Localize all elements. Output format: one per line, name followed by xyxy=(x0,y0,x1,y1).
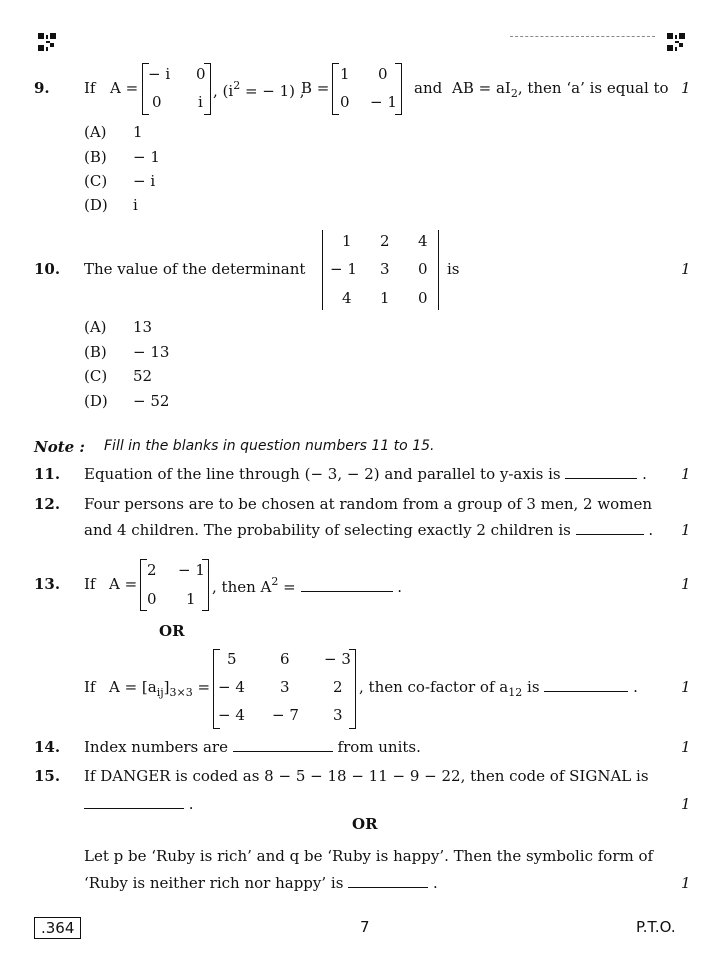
superscript: 2 xyxy=(271,575,279,588)
marks: 1 xyxy=(681,678,691,696)
matrix-cell: 5 xyxy=(227,650,237,668)
marks: 1 xyxy=(681,465,691,483)
det-cell: 1 xyxy=(380,289,390,307)
matrix-cell: − 7 xyxy=(272,706,299,724)
subscript: 3×3 xyxy=(169,686,193,699)
period: . xyxy=(642,465,647,483)
option-label: (D) xyxy=(84,196,108,214)
marks: 1 xyxy=(681,79,691,97)
option-value: 52 xyxy=(133,367,153,385)
det-cell: 0 xyxy=(418,260,428,278)
matrix-cell: 0 xyxy=(378,65,388,83)
page-number: 7 xyxy=(360,918,370,936)
option-value: 1 xyxy=(133,123,143,141)
matrix-bracket xyxy=(395,63,402,115)
bracket-close: ] xyxy=(163,678,170,696)
q9-a-label: A = xyxy=(110,79,139,97)
answer-blank[interactable] xyxy=(544,678,628,692)
matrix-cell: − 4 xyxy=(218,706,245,724)
option-value: − 1 xyxy=(133,148,160,166)
option-value: − 13 xyxy=(133,343,170,361)
determinant-bar xyxy=(438,230,439,310)
q13-alt-then: , then co-factor of xyxy=(359,678,495,696)
q9-ab: AB = aI xyxy=(452,79,511,97)
question-number: 11. xyxy=(34,465,61,483)
det-cell: − 1 xyxy=(330,260,357,278)
q13-if: If xyxy=(84,575,96,593)
matrix-bracket xyxy=(349,649,356,729)
matrix-cell: 0 xyxy=(340,93,350,111)
matrix-cell: 0 xyxy=(196,65,206,83)
marks: 1 xyxy=(681,575,691,593)
q9-condition-end: = − 1) , xyxy=(244,82,305,100)
answer-blank[interactable] xyxy=(348,874,428,888)
marks: 1 xyxy=(681,795,691,813)
matrix-cell: i xyxy=(198,93,203,111)
det-cell: 3 xyxy=(380,260,390,278)
matrix-bracket xyxy=(202,559,209,611)
option-label: (A) xyxy=(84,318,107,336)
note-text: Fill in the blanks in question numbers 11 to 15. xyxy=(104,438,435,454)
answer-blank[interactable] xyxy=(233,738,333,752)
question-number: 15. xyxy=(34,767,61,785)
matrix-cell: 1 xyxy=(340,65,350,83)
period: . xyxy=(397,578,403,596)
q15-alt-line1: Let p be ‘Ruby is rich’ and q be ‘Ruby is happy’. Then the symbolic form of xyxy=(84,847,654,865)
matrix-bracket xyxy=(332,63,339,115)
option-label: (B) xyxy=(84,148,107,166)
pto-label: P.T.O. xyxy=(636,918,676,936)
question-number: 13. xyxy=(34,575,61,593)
note-label: Note : xyxy=(34,438,85,456)
option-label: (A) xyxy=(84,123,107,141)
q12-line2: and 4 children. The probability of selecting exactly 2 children is xyxy=(84,521,571,539)
det-cell: 0 xyxy=(418,289,428,307)
matrix-bracket xyxy=(204,63,211,115)
period: . xyxy=(648,521,654,539)
matrix-cell: − 4 xyxy=(218,678,245,696)
matrix-cell: 0 xyxy=(147,590,157,608)
matrix-cell: − 1 xyxy=(178,561,205,579)
matrix-cell: 2 xyxy=(147,561,157,579)
q9-and: and xyxy=(414,79,443,97)
equals: = xyxy=(197,678,211,696)
matrix-cell: 1 xyxy=(186,590,196,608)
option-value: − 52 xyxy=(133,392,170,410)
option-value: i xyxy=(133,196,138,214)
q9-if: If xyxy=(84,79,96,97)
answer-blank[interactable] xyxy=(301,578,393,592)
period: . xyxy=(188,795,194,813)
qr-code-icon xyxy=(38,33,56,51)
period: . xyxy=(633,678,638,696)
det-cell: 1 xyxy=(342,232,352,250)
q13-then: , then A xyxy=(212,578,272,596)
q9-b-label: B = xyxy=(301,79,330,97)
marks: 1 xyxy=(681,874,691,892)
matrix-cell: 6 xyxy=(280,650,290,668)
matrix-cell: 3 xyxy=(280,678,290,696)
question-number: 12. xyxy=(34,495,61,513)
q9-condition: , (i xyxy=(213,82,234,100)
paper-code: .364 xyxy=(34,917,81,939)
q14-post: from units. xyxy=(337,738,421,756)
answer-blank[interactable] xyxy=(84,795,184,809)
header-rule xyxy=(510,36,655,37)
or-separator: OR xyxy=(352,815,378,833)
qr-code-icon xyxy=(667,33,685,51)
option-label: (C) xyxy=(84,367,108,385)
subscript: ij xyxy=(156,686,164,699)
q12-line1: Four persons are to be chosen at random from a group of 3 men, 2 women xyxy=(84,495,652,513)
question-number: 10. xyxy=(34,260,61,278)
q10-text: The value of the determinant xyxy=(84,260,306,278)
option-label: (D) xyxy=(84,392,108,410)
det-cell: 2 xyxy=(380,232,390,250)
question-number: 9. xyxy=(34,79,50,97)
matrix-cell: 3 xyxy=(333,706,343,724)
q13-a-label: A = xyxy=(109,575,138,593)
or-separator: OR xyxy=(159,622,185,640)
matrix-bracket xyxy=(140,559,147,611)
q13-alt-a: A = [a xyxy=(109,678,157,696)
subscript: 2 xyxy=(510,87,518,100)
is: is xyxy=(527,678,540,696)
equals: = xyxy=(283,578,296,596)
question-number: 14. xyxy=(34,738,61,756)
option-label: (C) xyxy=(84,172,108,190)
option-value: − i xyxy=(133,172,156,190)
option-value: 13 xyxy=(133,318,153,336)
q10-is: is xyxy=(447,260,460,278)
superscript: 2 xyxy=(233,79,241,92)
a12: a xyxy=(499,678,509,696)
matrix-cell: − 3 xyxy=(324,650,351,668)
matrix-cell: − i xyxy=(148,65,171,83)
q9-question: , then ‘a’ is equal to xyxy=(517,79,669,97)
q11-text: Equation of the line through (− 3, − 2) and parallel to y-axis is xyxy=(84,465,561,483)
option-label: (B) xyxy=(84,343,107,361)
q15-line1: If DANGER is coded as 8 − 5 − 18 − 11 − 9 − 22, then code of SIGNAL is xyxy=(84,767,649,785)
answer-blank[interactable] xyxy=(565,465,637,479)
marks: 1 xyxy=(681,521,691,539)
det-cell: 4 xyxy=(342,289,352,307)
period: . xyxy=(432,874,438,892)
marks: 1 xyxy=(681,260,691,278)
subscript: 12 xyxy=(508,686,523,699)
det-cell: 4 xyxy=(418,232,428,250)
matrix-cell: − 1 xyxy=(370,93,397,111)
q15-alt-line2: ‘Ruby is neither rich nor happy’ is xyxy=(84,874,344,892)
determinant-bar xyxy=(322,230,323,310)
answer-blank[interactable] xyxy=(576,521,644,535)
marks: 1 xyxy=(681,738,691,756)
q13-alt-if: If xyxy=(84,678,96,696)
q14-pre: Index numbers are xyxy=(84,738,228,756)
matrix-cell: 2 xyxy=(333,678,343,696)
matrix-cell: 0 xyxy=(152,93,162,111)
